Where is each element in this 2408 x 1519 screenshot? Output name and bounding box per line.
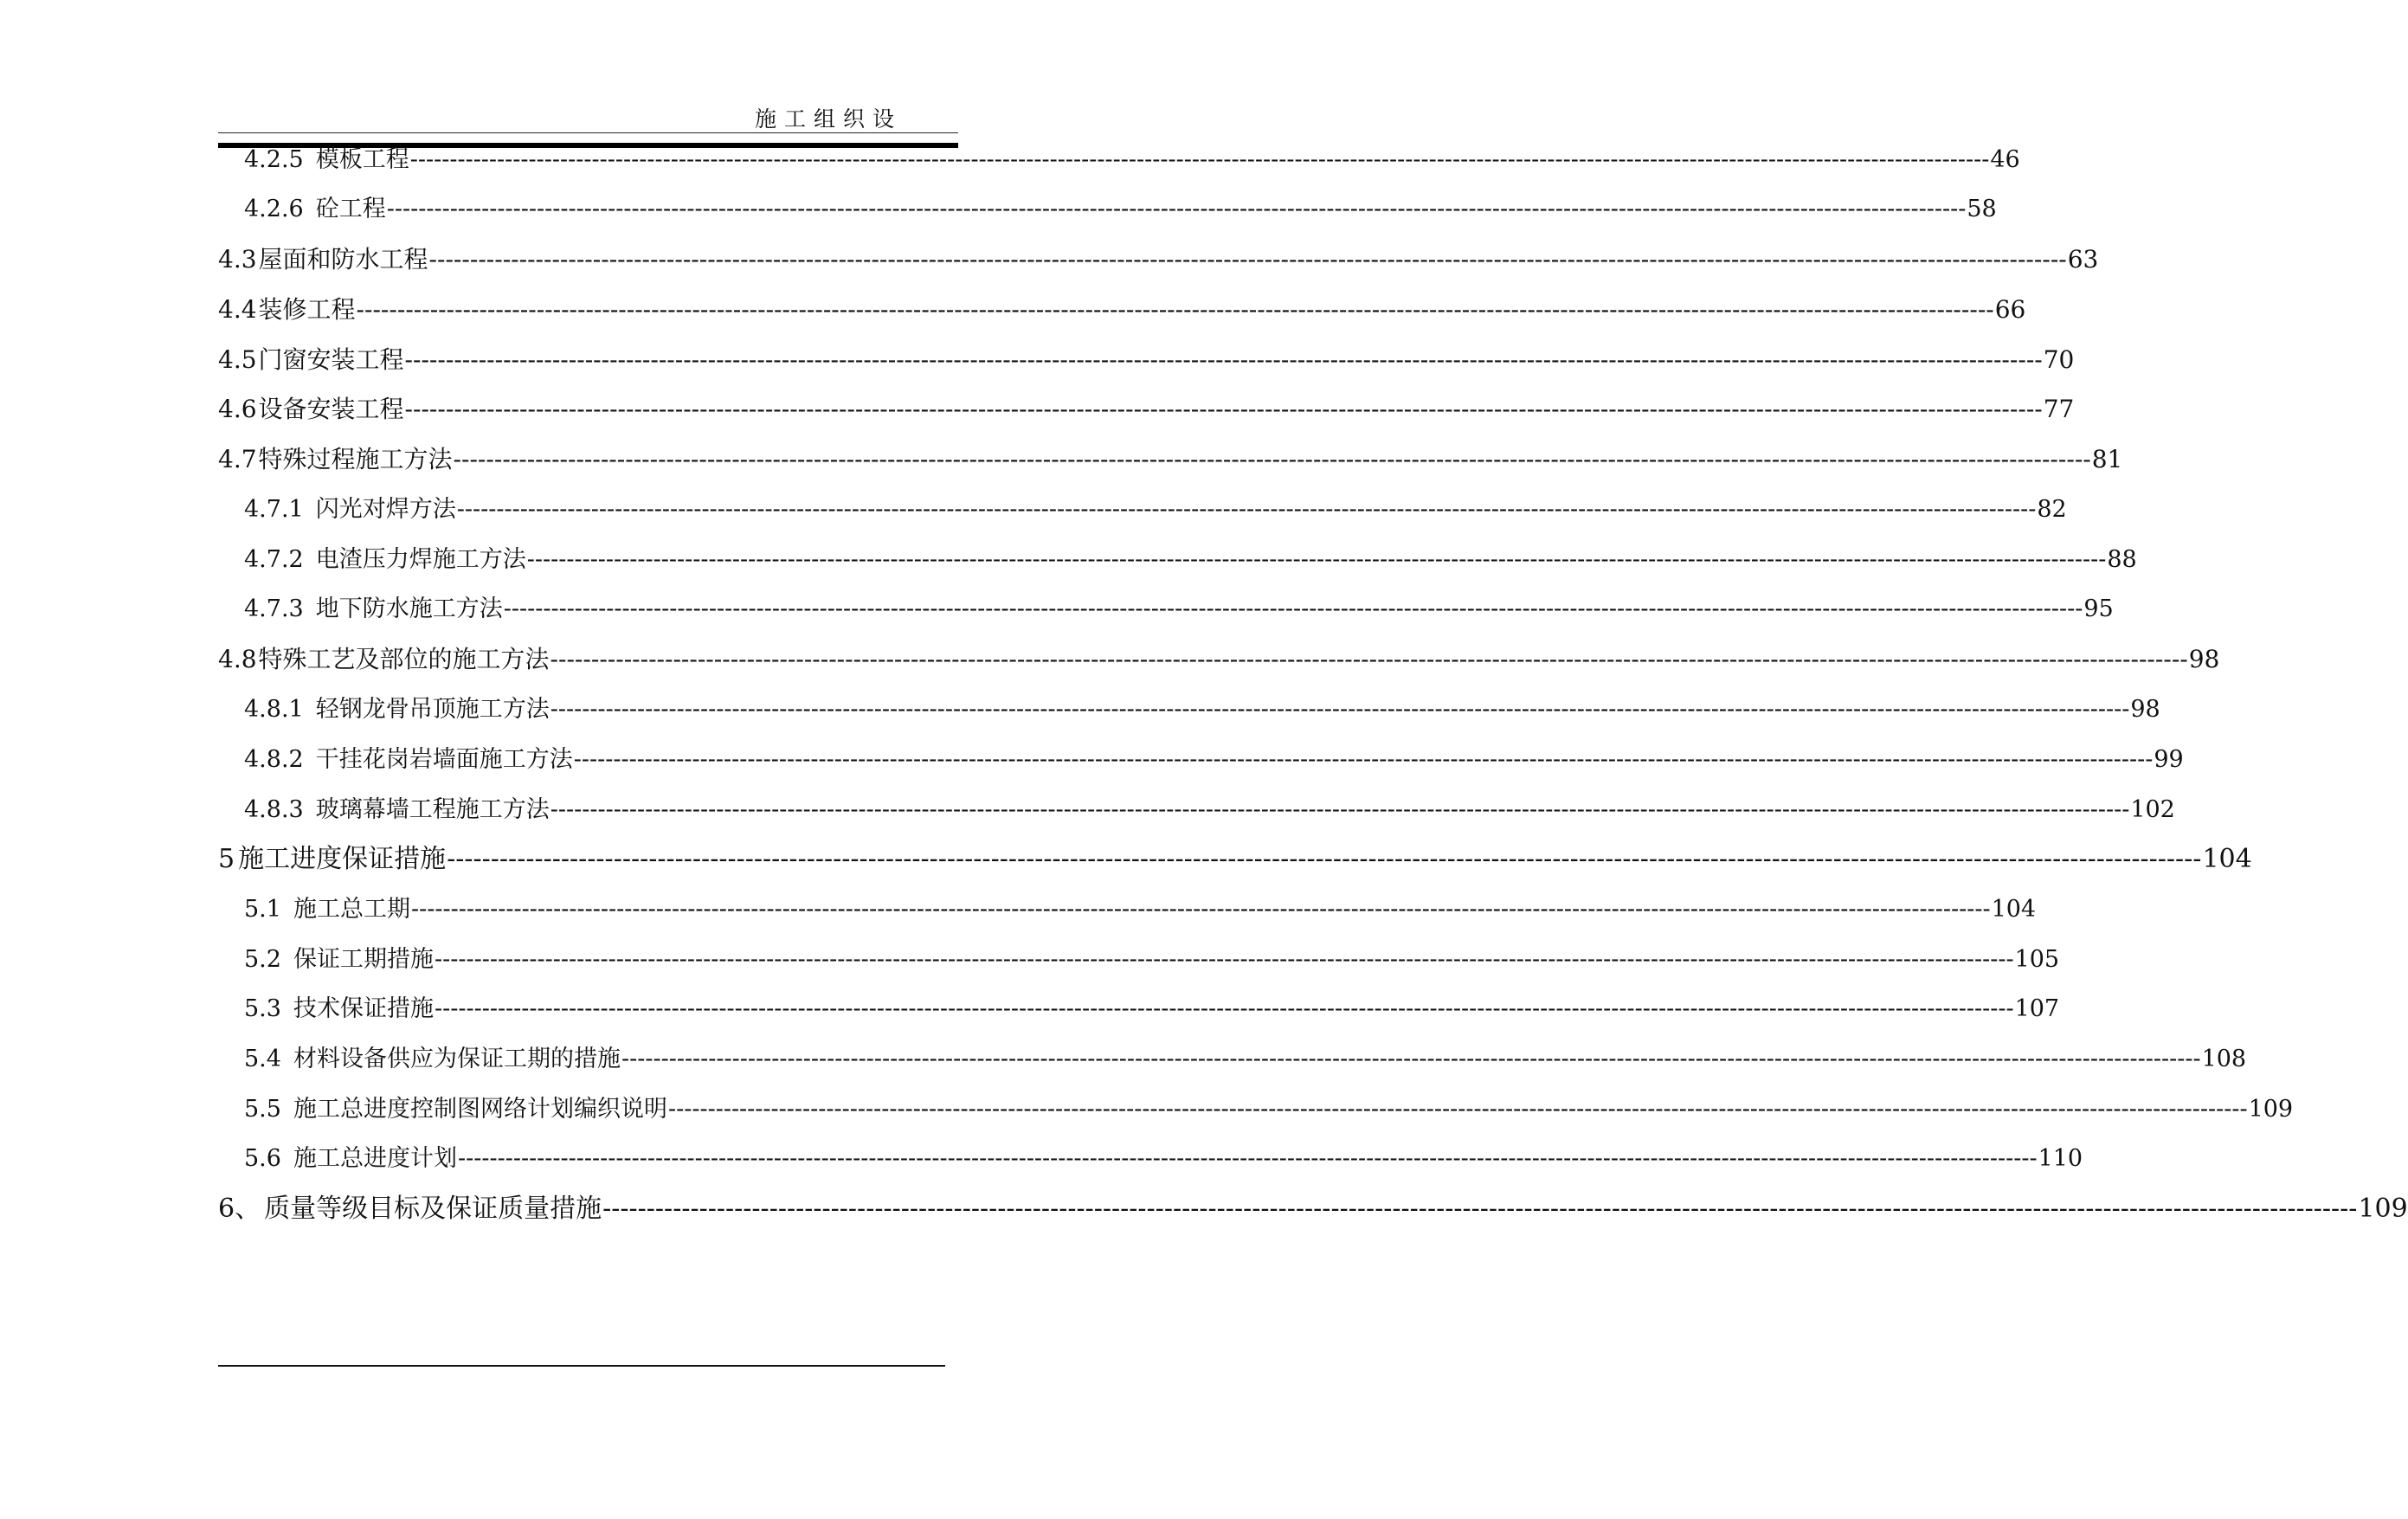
toc-entry[interactable] <box>218 242 2099 277</box>
toc-entry-number: 4.4 <box>218 295 257 324</box>
toc-dot-leader: -------------------------------------------------------------------------------------------------------------------------------------------------------------------------------------------------------- <box>457 1145 2038 1172</box>
toc-entry[interactable] <box>244 143 2020 177</box>
toc-entry-page: 98 <box>2188 645 2220 673</box>
toc-entry-page: 98 <box>2130 696 2160 723</box>
toc-entry-title: 施工进度保证措施 <box>238 844 447 874</box>
toc-entry[interactable] <box>244 592 2114 627</box>
toc-dot-leader: -------------------------------------------------------------------------------------------------------------------------------------------------------------------------------------------------------- <box>526 546 2107 573</box>
toc-dot-leader: -------------------------------------------------------------------------------------------------------------------------------------------------------------------------------------------------------- <box>404 345 2043 374</box>
toc-entry-page: 102 <box>2130 796 2175 823</box>
toc-entry-title: 保证工期措施 <box>293 946 434 973</box>
toc-entry-title: 电渣压力焊施工方法 <box>315 546 526 573</box>
toc-entry-number: 5.4 <box>244 1046 281 1072</box>
toc-entry-page: 63 <box>2067 245 2099 274</box>
toc-entry-page: 109 <box>2248 1096 2294 1123</box>
toc-entry[interactable] <box>244 943 2060 977</box>
toc-dot-leader: -------------------------------------------------------------------------------------------------------------------------------------------------------------------------------------------------------- <box>428 245 2067 274</box>
toc-entry-page: 108 <box>2201 1046 2247 1072</box>
toc-dot-leader: -------------------------------------------------------------------------------------------------------------------------------------------------------------------------------------------------------- <box>447 844 2202 874</box>
footer-rule <box>218 1365 945 1367</box>
toc-entry-number: 4.8.1 <box>244 696 304 723</box>
toc-entry-title: 屋面和防水工程 <box>258 245 428 274</box>
toc-entry-number: 4.7.1 <box>244 496 304 523</box>
toc-dot-leader: -------------------------------------------------------------------------------------------------------------------------------------------------------------------------------------------------------- <box>667 1096 2248 1123</box>
toc-entry-title: 门窗安装工程 <box>258 345 404 374</box>
toc-entry-title: 质量等级目标及保证质量措施 <box>264 1194 602 1224</box>
toc-dot-leader: -------------------------------------------------------------------------------------------------------------------------------------------------------------------------------------------------------- <box>602 1194 2358 1224</box>
toc-dot-leader: -------------------------------------------------------------------------------------------------------------------------------------------------------------------------------------------------------- <box>550 696 2130 723</box>
toc-entry-page: 99 <box>2154 746 2184 773</box>
toc-entry-title: 施工总进度计划 <box>293 1145 457 1172</box>
toc-entry-number: 4.2.5 <box>244 146 304 173</box>
toc-entry[interactable] <box>244 992 2060 1027</box>
toc-entry[interactable] <box>218 293 2026 327</box>
toc-entry[interactable] <box>244 743 2184 777</box>
toc-entry[interactable] <box>244 1142 2083 1176</box>
toc-entry[interactable] <box>218 1192 2408 1226</box>
toc-entry-page: 107 <box>2014 995 2060 1022</box>
toc-entry-number: 4.5 <box>218 345 257 374</box>
toc-dot-leader: -------------------------------------------------------------------------------------------------------------------------------------------------------------------------------------------------------- <box>434 946 2014 973</box>
toc-entry-page: 109 <box>2358 1194 2408 1224</box>
toc-entry-title: 技术保证措施 <box>293 995 434 1022</box>
toc-entry-number: 4.8.3 <box>244 796 304 823</box>
toc-entry[interactable] <box>218 642 2220 677</box>
toc-dot-leader: -------------------------------------------------------------------------------------------------------------------------------------------------------------------------------------------------------- <box>409 146 1990 173</box>
toc-entry-number: 5.5 <box>244 1096 281 1123</box>
toc-entry-page: 105 <box>2014 946 2060 973</box>
toc-entry-page: 70 <box>2043 345 2075 374</box>
toc-entry-title: 装修工程 <box>258 295 356 324</box>
toc-dot-leader: -------------------------------------------------------------------------------------------------------------------------------------------------------------------------------------------------------- <box>621 1046 2201 1072</box>
toc-dot-leader: -------------------------------------------------------------------------------------------------------------------------------------------------------------------------------------------------------- <box>550 645 2188 673</box>
header-title: 施工组织设 <box>755 106 903 132</box>
toc-entry-page: 88 <box>2107 546 2137 573</box>
toc-entry-title: 地下防水施工方法 <box>315 595 503 622</box>
toc-entry-title: 特殊过程施工方法 <box>258 445 453 473</box>
toc-entry-title: 玻璃幕墙工程施工方法 <box>315 796 550 823</box>
toc-entry[interactable] <box>244 793 2175 827</box>
toc-entry-page: 104 <box>1991 896 2037 923</box>
toc-entry-title: 施工总进度控制图网络计划编织说明 <box>293 1096 667 1123</box>
toc-dot-leader: -------------------------------------------------------------------------------------------------------------------------------------------------------------------------------------------------------- <box>404 395 2043 423</box>
toc-entry-page: 82 <box>2037 496 2067 523</box>
toc-entry-title: 施工总工期 <box>293 896 410 923</box>
toc-entry-number: 4.7.2 <box>244 546 304 573</box>
toc-dot-leader: -------------------------------------------------------------------------------------------------------------------------------------------------------------------------------------------------------- <box>453 445 2091 473</box>
toc-entry-page: 46 <box>1990 146 2020 173</box>
toc-entry-number: 4.7.3 <box>244 595 304 622</box>
toc-entry-page: 95 <box>2083 595 2114 622</box>
toc-entry[interactable] <box>244 1092 2294 1127</box>
toc-entry-page: 66 <box>1994 295 2026 324</box>
toc-entry-number: 4.3 <box>218 245 257 274</box>
toc-entry[interactable] <box>244 543 2137 577</box>
toc-dot-leader: -------------------------------------------------------------------------------------------------------------------------------------------------------------------------------------------------------- <box>356 295 1994 324</box>
toc-entry-title: 材料设备供应为保证工期的措施 <box>293 1046 621 1072</box>
toc-entry-number: 5 <box>218 844 235 874</box>
toc-dot-leader: -------------------------------------------------------------------------------------------------------------------------------------------------------------------------------------------------------- <box>503 595 2083 622</box>
toc-dot-leader: -------------------------------------------------------------------------------------------------------------------------------------------------------------------------------------------------------- <box>410 896 1991 923</box>
toc-dot-leader: -------------------------------------------------------------------------------------------------------------------------------------------------------------------------------------------------------- <box>434 995 2014 1022</box>
toc-entry-number: 6、 <box>218 1194 261 1224</box>
toc-entry[interactable] <box>244 192 1997 227</box>
toc-entry-page: 104 <box>2202 844 2252 874</box>
toc-entry-title: 闪光对焊方法 <box>315 496 456 523</box>
toc-entry-number: 4.6 <box>218 395 257 423</box>
toc-entry[interactable] <box>244 692 2160 727</box>
toc-entry-number: 5.1 <box>244 896 281 923</box>
toc-entry-title: 特殊工艺及部位的施工方法 <box>258 645 550 673</box>
toc-dot-leader: -------------------------------------------------------------------------------------------------------------------------------------------------------------------------------------------------------- <box>456 496 2037 523</box>
toc-entry[interactable] <box>244 1042 2247 1077</box>
toc-entry-page: 81 <box>2091 445 2123 473</box>
toc-entry-page: 58 <box>1967 196 1997 222</box>
toc-entry-number: 5.6 <box>244 1145 281 1172</box>
toc-dot-leader: -------------------------------------------------------------------------------------------------------------------------------------------------------------------------------------------------------- <box>386 196 1967 222</box>
toc-dot-leader: -------------------------------------------------------------------------------------------------------------------------------------------------------------------------------------------------------- <box>573 746 2154 773</box>
toc-entry[interactable] <box>244 892 2037 927</box>
toc-entry-number: 5.3 <box>244 995 281 1022</box>
toc-entry-title: 砼工程 <box>315 196 386 222</box>
toc-entry-title: 设备安装工程 <box>258 395 404 423</box>
toc-entry[interactable] <box>218 442 2123 477</box>
toc-entry-page: 77 <box>2043 395 2075 423</box>
toc-entry[interactable] <box>218 842 2252 877</box>
toc-entry-number: 4.2.6 <box>244 196 304 222</box>
toc-entry[interactable] <box>244 492 2067 527</box>
toc-entry[interactable] <box>218 392 2075 427</box>
toc-entry-number: 5.2 <box>244 946 281 973</box>
toc-entry-title: 轻钢龙骨吊顶施工方法 <box>315 696 550 723</box>
toc-entry-title: 模板工程 <box>315 146 409 173</box>
toc-entry-page: 110 <box>2038 1145 2083 1172</box>
toc-dot-leader: -------------------------------------------------------------------------------------------------------------------------------------------------------------------------------------------------------- <box>550 796 2130 823</box>
toc-entry[interactable] <box>218 343 2075 377</box>
toc-entry-number: 4.8.2 <box>244 746 304 773</box>
toc-entry-title: 干挂花岗岩墙面施工方法 <box>315 746 573 773</box>
toc-entry-number: 4.8 <box>218 645 257 673</box>
toc-entry-number: 4.7 <box>218 445 257 473</box>
